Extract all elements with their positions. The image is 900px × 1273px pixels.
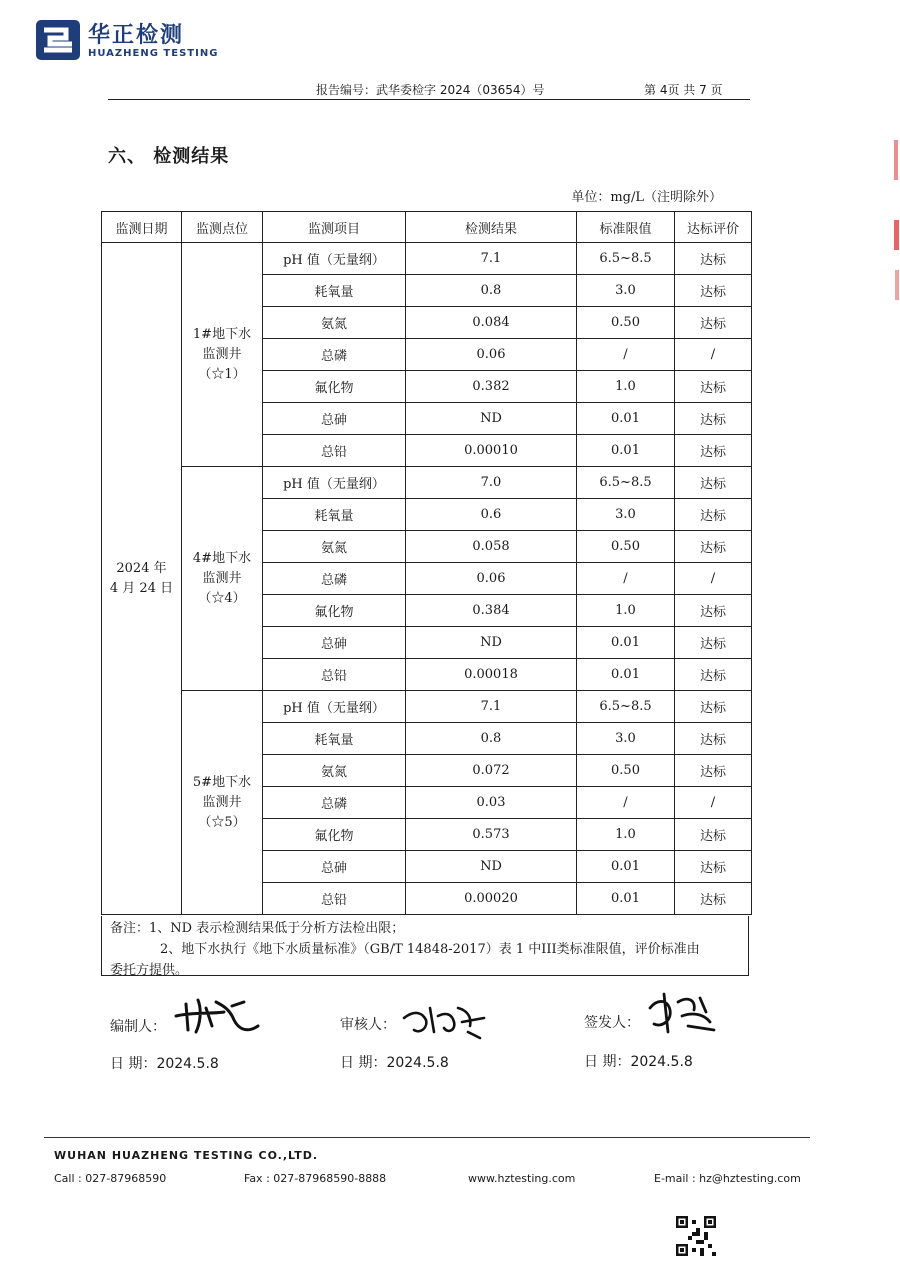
- limit-cell: 1.0: [577, 595, 675, 627]
- evaluation-cell: 达标: [675, 243, 752, 275]
- item-cell: pH 值（无量纲）: [263, 467, 406, 499]
- limit-cell: 6.5~8.5: [577, 467, 675, 499]
- item-cell: 总砷: [263, 403, 406, 435]
- table-row: [102, 467, 752, 499]
- point-text: 4#地下水 监测井 （☆4）: [192, 550, 252, 606]
- issuer-label: 签发人：: [584, 1015, 640, 1031]
- page-number: 第 4页 共 7 页: [644, 83, 723, 97]
- item-cell: 总铅: [263, 883, 406, 915]
- point-cell: [182, 691, 263, 915]
- limit-cell: 0.01: [577, 403, 675, 435]
- section-title: 六、 检测结果: [108, 146, 230, 167]
- footer-divider: [44, 1137, 810, 1138]
- limit-cell: /: [577, 563, 675, 595]
- header-divider: [108, 99, 750, 100]
- item-cell: 耗氧量: [263, 275, 406, 307]
- column-header: 监测点位: [182, 212, 263, 243]
- point-text: 5#地下水 监测井 （☆5）: [192, 774, 252, 830]
- date-text: 2024 年 4 月 24 日: [109, 560, 174, 596]
- point-text: 1#地下水 监测井 （☆1）: [192, 326, 252, 382]
- result-cell: 0.384: [406, 595, 577, 627]
- evaluation-cell: 达标: [675, 723, 752, 755]
- limit-cell: 0.50: [577, 531, 675, 563]
- result-cell: 0.06: [406, 563, 577, 595]
- item-cell: 氨氮: [263, 531, 406, 563]
- limit-cell: 0.50: [577, 307, 675, 339]
- item-cell: 耗氧量: [263, 499, 406, 531]
- evaluation-cell: 达标: [675, 659, 752, 691]
- point-cell: [182, 243, 263, 467]
- result-cell: ND: [406, 851, 577, 883]
- evaluation-cell: 达标: [675, 307, 752, 339]
- remark-line-1: 备注：1、ND 表示检测结果低于分析方法检出限；: [110, 921, 405, 936]
- unit-note: 单位：mg/L（注明除外）: [571, 190, 722, 205]
- limit-cell: 0.50: [577, 755, 675, 787]
- table-header-row: [102, 212, 752, 243]
- result-cell: 7.1: [406, 691, 577, 723]
- date-value: 2024.5.8: [630, 1054, 693, 1070]
- date-cell: [102, 243, 182, 915]
- column-header: 检测结果: [406, 212, 577, 243]
- date-label: 日 期：: [584, 1054, 631, 1070]
- footer-phone: Call : 027-87968590: [54, 1172, 167, 1185]
- evaluation-cell: 达标: [675, 691, 752, 723]
- limit-cell: 6.5~8.5: [577, 691, 675, 723]
- evaluation-cell: /: [675, 563, 752, 595]
- logo-name: 华正检测: [88, 23, 185, 48]
- table-row: [102, 243, 752, 275]
- limit-cell: 0.01: [577, 883, 675, 915]
- evaluation-cell: 达标: [675, 851, 752, 883]
- item-cell: 氨氮: [263, 755, 406, 787]
- column-header: 标准限值: [577, 212, 675, 243]
- limit-cell: 0.01: [577, 627, 675, 659]
- limit-cell: 3.0: [577, 723, 675, 755]
- remark-line-3: 委托方提供。: [110, 963, 189, 978]
- reviewer-signature-icon: [400, 998, 490, 1042]
- evaluation-cell: /: [675, 339, 752, 371]
- item-cell: 氟化物: [263, 819, 406, 851]
- evaluation-cell: 达标: [675, 819, 752, 851]
- evaluation-cell: 达标: [675, 275, 752, 307]
- limit-cell: 3.0: [577, 275, 675, 307]
- results-table: [101, 211, 752, 915]
- evaluation-cell: 达标: [675, 467, 752, 499]
- evaluation-cell: 达标: [675, 435, 752, 467]
- evaluation-cell: 达标: [675, 531, 752, 563]
- compiler-date: [110, 1053, 219, 1073]
- footer-company: WUHAN HUAZHENG TESTING CO.,LTD.: [54, 1149, 319, 1162]
- point-cell: [182, 467, 263, 691]
- evaluation-cell: 达标: [675, 371, 752, 403]
- limit-cell: 0.01: [577, 851, 675, 883]
- result-cell: 0.058: [406, 531, 577, 563]
- item-cell: 氟化物: [263, 371, 406, 403]
- logo-subtitle: HUAZHENG TESTING: [88, 48, 219, 59]
- footer-website: www.hztesting.com: [468, 1172, 576, 1185]
- item-cell: 氨氮: [263, 307, 406, 339]
- compiler-signature-icon: [172, 990, 262, 1040]
- result-cell: 0.072: [406, 755, 577, 787]
- column-header: 达标评价: [675, 212, 752, 243]
- result-cell: 7.0: [406, 467, 577, 499]
- limit-cell: 3.0: [577, 499, 675, 531]
- result-cell: 0.8: [406, 275, 577, 307]
- table-body: [102, 243, 752, 915]
- date-label: 日 期：: [340, 1055, 387, 1071]
- result-cell: 0.00020: [406, 883, 577, 915]
- result-cell: 7.1: [406, 243, 577, 275]
- limit-cell: 1.0: [577, 819, 675, 851]
- compiler-label: 编制人：: [110, 1019, 166, 1035]
- result-cell: 0.573: [406, 819, 577, 851]
- report-number: 报告编号：武华委检字 2024（03654）号: [316, 83, 545, 97]
- item-cell: 氟化物: [263, 595, 406, 627]
- result-cell: ND: [406, 403, 577, 435]
- footer-fax: Fax : 027-87968590-8888: [244, 1172, 387, 1185]
- result-cell: 0.6: [406, 499, 577, 531]
- limit-cell: 1.0: [577, 371, 675, 403]
- footer-email: E-mail : hz@hztesting.com: [654, 1172, 801, 1185]
- company-logo: [36, 18, 236, 68]
- evaluation-cell: 达标: [675, 883, 752, 915]
- result-cell: 0.00010: [406, 435, 577, 467]
- result-cell: 0.8: [406, 723, 577, 755]
- logo-mark-icon: [36, 20, 80, 60]
- evaluation-cell: 达标: [675, 403, 752, 435]
- limit-cell: 0.01: [577, 435, 675, 467]
- item-cell: pH 值（无量纲）: [263, 691, 406, 723]
- result-cell: 0.382: [406, 371, 577, 403]
- item-cell: 总磷: [263, 339, 406, 371]
- evaluation-cell: 达标: [675, 755, 752, 787]
- limit-cell: 0.01: [577, 659, 675, 691]
- result-cell: 0.00018: [406, 659, 577, 691]
- date-value: 2024.5.8: [156, 1056, 219, 1072]
- item-cell: 总磷: [263, 563, 406, 595]
- item-cell: 总磷: [263, 787, 406, 819]
- result-cell: 0.03: [406, 787, 577, 819]
- item-cell: 总铅: [263, 435, 406, 467]
- result-cell: 0.084: [406, 307, 577, 339]
- qr-code-icon: [676, 1216, 716, 1256]
- result-cell: ND: [406, 627, 577, 659]
- reviewer-date: [340, 1052, 449, 1072]
- evaluation-cell: 达标: [675, 499, 752, 531]
- evaluation-cell: 达标: [675, 627, 752, 659]
- item-cell: 总铅: [263, 659, 406, 691]
- item-cell: pH 值（无量纲）: [263, 243, 406, 275]
- item-cell: 总砷: [263, 851, 406, 883]
- limit-cell: /: [577, 339, 675, 371]
- date-label: 日 期：: [110, 1056, 157, 1072]
- reviewer-label: 审核人：: [340, 1017, 396, 1033]
- limit-cell: /: [577, 787, 675, 819]
- date-value: 2024.5.8: [386, 1055, 449, 1071]
- column-header: 监测项目: [263, 212, 406, 243]
- evaluation-cell: /: [675, 787, 752, 819]
- item-cell: 耗氧量: [263, 723, 406, 755]
- issuer-signature-icon: [644, 988, 720, 1038]
- result-cell: 0.06: [406, 339, 577, 371]
- issuer-date: [584, 1051, 693, 1071]
- remark-line-2: 2、地下水执行《地下水质量标准》（GB/T 14848-2017）表 1 中III类标准限值，评价标准由: [160, 942, 700, 957]
- item-cell: 总砷: [263, 627, 406, 659]
- seal-edge-icon: [892, 130, 900, 310]
- table-row: [102, 691, 752, 723]
- remarks: [101, 916, 749, 976]
- limit-cell: 6.5~8.5: [577, 243, 675, 275]
- column-header: 监测日期: [102, 212, 182, 243]
- evaluation-cell: 达标: [675, 595, 752, 627]
